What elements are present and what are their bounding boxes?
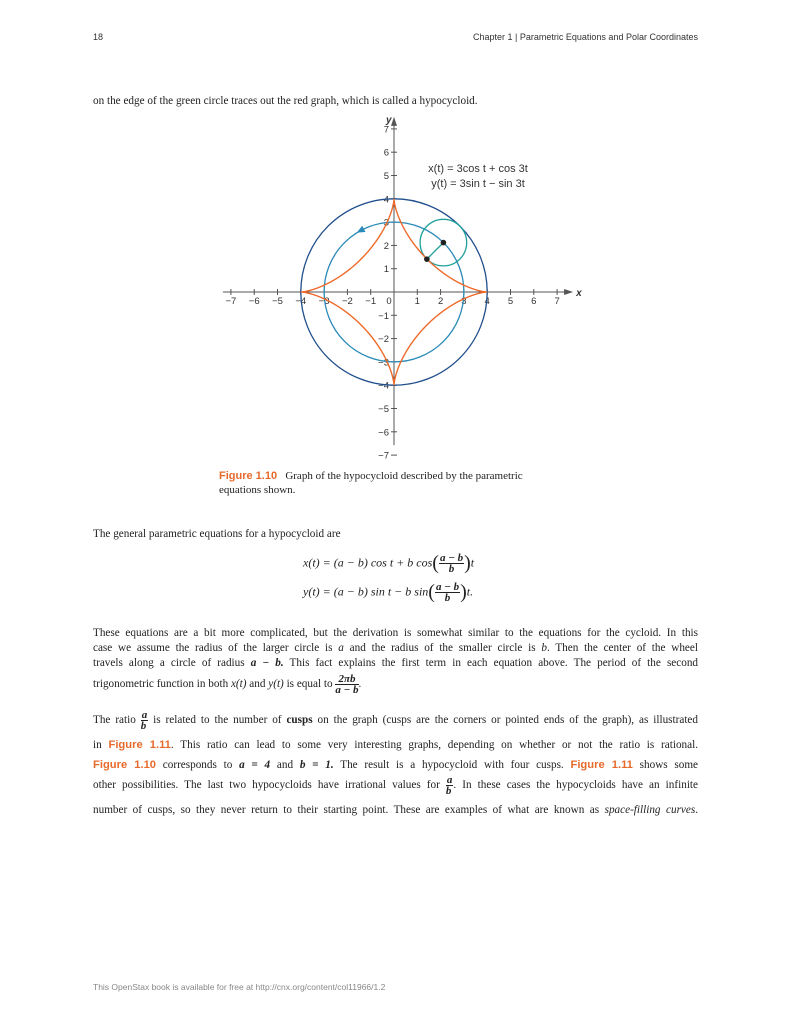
- period-fraction: $\frac{2\pi b}{a - b}$: [335, 673, 359, 696]
- figure-1-10-link[interactable]: Figure 1.10: [93, 759, 157, 771]
- x-tick-label: 5: [507, 296, 514, 307]
- x-tick-label: −2: [341, 296, 353, 307]
- fraction-denominator: b: [448, 563, 455, 575]
- figure-1-11-link[interactable]: Figure 1.11: [570, 759, 633, 771]
- figure-label: Figure 1.10: [219, 470, 278, 482]
- p2-line2: in Figure 1.11. This ratio can lead to some very interesting graphs, depending on whether or not the ratio is rational.: [93, 739, 699, 751]
- fraction-numerator: a − b: [435, 581, 460, 593]
- figure-1-11-link[interactable]: Figure 1.11: [108, 739, 171, 751]
- x-tick-label: 3: [461, 296, 467, 307]
- y-tick-label: −7: [378, 450, 389, 462]
- y-tick-label: −5: [378, 404, 389, 415]
- figure-caption: [219, 469, 549, 497]
- y-tick-label: 5: [383, 171, 389, 182]
- x-tick-label: 4: [484, 296, 490, 307]
- intro-line: on the edge of the green circle traces out the red graph, which is called a hypocycloid.: [93, 95, 478, 107]
- x-tick-label: 7: [554, 296, 560, 307]
- y-tick-label: 2: [383, 240, 389, 252]
- tracing-point: [424, 256, 430, 262]
- x-tick-label: −7: [225, 296, 237, 307]
- figure-caption-text: Graph of the hypocycloid described by the parametric equations shown.: [219, 470, 523, 496]
- equation-annotation-x: x(t) = 3cos t + cos 3t: [428, 163, 528, 175]
- y-tick-label: −1: [378, 310, 389, 322]
- y-tick-label: −3: [378, 357, 389, 369]
- fraction-numerator: a − b: [439, 552, 464, 564]
- y-tick-label: 1: [383, 264, 389, 276]
- x-tick-label: −1: [365, 296, 377, 307]
- footer-note: This OpenStax book is available for free at http://cnx.org/content/col11966/1.2: [93, 982, 386, 992]
- x-axis-arrow: [564, 289, 573, 295]
- y-axis-arrow: [391, 117, 397, 126]
- paragraph-1: [93, 626, 698, 695]
- equation-annotation-y: y(t) = 3sin t − sin 3t: [431, 178, 525, 190]
- p2-line5: number of cusps, so they never return to their starting point. These are examples of what are known as space-filling curves.: [93, 804, 698, 816]
- p1-line2: case we assume the radius of the larger circle is a and the radius of the smaller circle is b. Then the center of the wheel: [93, 642, 698, 654]
- p2-line4: other possibilities. The last two hypocycloids have irrational values for $\frac{a}{b}$ . In these cases the hypocycloids have an infinite: [93, 774, 698, 797]
- y-tick-label: 6: [383, 147, 389, 159]
- x-tick-label: 0: [386, 296, 392, 307]
- x-tick-label: −3: [318, 296, 330, 307]
- y-tick-label: 3: [383, 217, 389, 229]
- x-tick-label: 1: [414, 296, 420, 307]
- x-tick-label: −4: [295, 296, 307, 307]
- rolling-center-point: [441, 240, 447, 246]
- equation-y-lhs: y(t) = (a − b) sin t − b sin: [303, 584, 429, 599]
- equation-x-tail: t: [470, 555, 475, 570]
- hypocycloid-figure: [0, 0, 791, 480]
- y-axis-label: y: [386, 114, 392, 126]
- y-tick-label: −2: [378, 334, 389, 346]
- paragraph-2: [93, 710, 698, 820]
- x-axis-label: x: [576, 288, 582, 299]
- p2-line1: The ratio $\frac{a}{b}$ is related to the number of cusps on the graph (cusps are the corners or pointed ends of the graph), as illustrated: [93, 709, 698, 732]
- y-tick-label: −6: [378, 427, 389, 439]
- p1-line4: trigonometric function in both x(t) and y(t) is equal to $\frac{2\pi b}{a - b}$ .: [93, 673, 362, 696]
- y-tick-label: 4: [383, 194, 389, 206]
- x-tick-label: −5: [272, 296, 283, 307]
- equation-x-lhs: x(t) = (a − b) cos t + b cos: [303, 555, 433, 570]
- x-tick-label: −6: [248, 296, 260, 307]
- general-intro: The general parametric equations for a hypocycloid are: [93, 528, 341, 540]
- x-tick-label: 6: [531, 296, 537, 307]
- chapter-title: Chapter 1 | Parametric Equations and Polar Coordinates: [473, 32, 698, 42]
- equation-y: y(t) = (a − b) sin t − b sin( $\frac{a - b}{b}$ )t.: [303, 581, 474, 604]
- y-tick-label: −4: [378, 380, 389, 392]
- p2-line3: Figure 1.10 corresponds to a = 4 and b = 1. The result is a hypocycloid with four cusps. Figure 1.11 shows some: [93, 759, 699, 771]
- x-tick-label: 2: [437, 296, 444, 307]
- equation-y-tail: t.: [466, 584, 474, 599]
- p1-line3: travels along a circle of radius a − b. This fact explains the first term in each equation above. The period of the second: [93, 657, 699, 669]
- y-tick-label: 7: [383, 124, 389, 136]
- equation-x: x(t) = (a − b) cos t + b cos( $\frac{a - b}{b}$ )t: [303, 552, 475, 575]
- p1-line1: These equations are a bit more complicated, but the derivation is somewhat similar to the equations for the cycloid. In this: [93, 627, 698, 639]
- page-number: 18: [93, 32, 104, 42]
- rolling-radius-line: [427, 243, 444, 260]
- fraction-denominator: b: [444, 592, 451, 604]
